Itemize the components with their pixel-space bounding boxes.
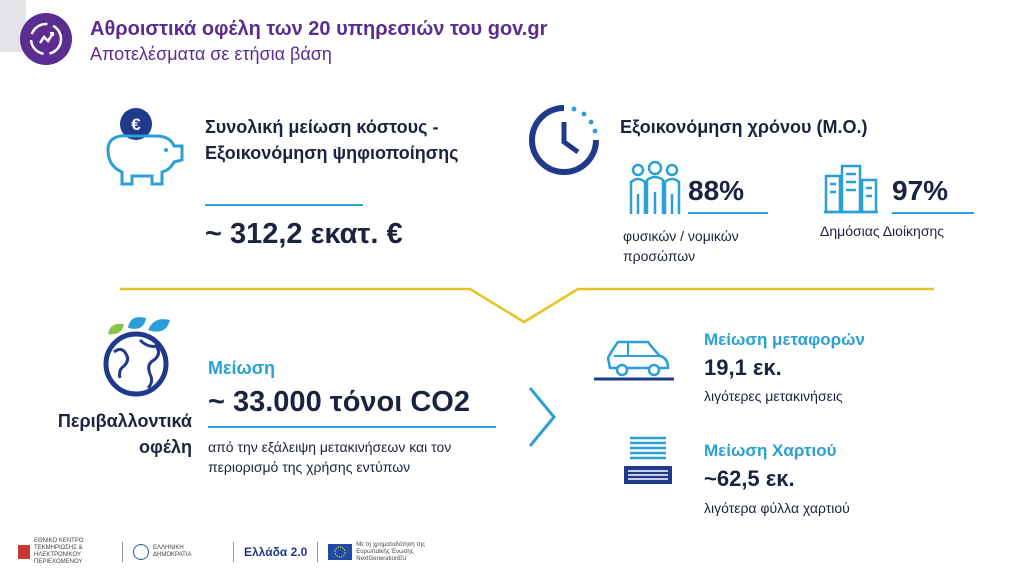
paper-stack-icon xyxy=(620,432,676,488)
car-icon xyxy=(592,330,676,382)
cost-value: ~ 312,2 εκατ. € xyxy=(205,218,403,250)
paper-description: λιγότερα φύλλα χαρτιού xyxy=(704,500,850,516)
citizens-label: φυσικών / νομικών προσώπων xyxy=(623,228,739,264)
piggy-bank-euro-icon xyxy=(100,104,186,186)
section-divider xyxy=(120,284,934,326)
chevron-right-icon xyxy=(526,384,560,450)
paper-value: ~62,5 εκ. xyxy=(704,466,795,491)
hellenic-seal-icon xyxy=(133,544,149,560)
eu-funding-text: Με τη χρηματοδότηση της Ευρωπαϊκής Ένωσης NextGenerationEU xyxy=(356,541,426,562)
transport-title: Μείωση μεταφορών xyxy=(704,330,865,349)
ekt-logo-mark-icon xyxy=(18,545,30,559)
environment-label: Περιβαλλοντικά οφέλη xyxy=(57,411,192,457)
svg-text:€: € xyxy=(131,115,141,134)
footer-separator xyxy=(233,542,234,562)
page-title: Αθροιστικά οφέλη των 20 υπηρεσιών του gov.gr xyxy=(90,18,548,40)
footer-logos xyxy=(18,538,426,566)
cost-label: Συνολική μείωση κόστους - Εξοικονόμηση ψηφιοποίησης xyxy=(205,117,459,163)
transport-value: 19,1 εκ. xyxy=(704,355,782,380)
co2-underline xyxy=(208,426,496,428)
page-subtitle: Αποτελέσματα σε ετήσια βάση xyxy=(90,44,332,64)
gov-cycle-logo-icon xyxy=(20,13,72,65)
hellenic-republic-logo xyxy=(133,544,223,560)
government-buildings-icon xyxy=(822,162,880,216)
co2-reduction-value: ~ 33.000 τόνοι CO2 xyxy=(208,386,470,418)
administration-percentage: 97% xyxy=(892,175,949,206)
greece-2-0-text: Ελλάδα 2.0 xyxy=(244,544,308,559)
eu-funding-logo xyxy=(328,542,426,563)
co2-reduction-description: από την εξάλειψη μετακινήσεων και τον περιορισμό της χρήσης εντύπων xyxy=(208,439,452,475)
administration-label: Δημόσιας Διοίκησης xyxy=(820,223,945,239)
greece-2-0-logo xyxy=(244,544,308,559)
eu-flag-icon xyxy=(328,544,352,560)
clock-icon xyxy=(526,102,602,178)
hellenic-republic-text: ΕΛΛΗΝΙΚΗ ΔΗΜΟΚΡΑΤΙΑ xyxy=(153,545,192,558)
people-group-icon xyxy=(626,160,684,216)
citizens-underline xyxy=(688,212,768,214)
ekt-logo xyxy=(18,538,112,566)
ekt-logo-text: ΕΘΝΙΚΟ ΚΕΝΤΡΟ ΤΕΚΜΗΡΙΩΣΗΣ & ΗΛΕΚΤΡΟΝΙΚΟΥ ΠΕΡΙΕΧΟΜΕΝΟΥ xyxy=(34,538,84,565)
administration-underline xyxy=(892,212,974,214)
footer-separator xyxy=(122,542,123,562)
transport-description: λιγότερες μετακινήσεις xyxy=(704,388,843,404)
time-saving-label: Εξοικονόμηση χρόνου (Μ.Ο.) xyxy=(620,117,868,137)
reduction-title: Μείωση xyxy=(208,358,276,378)
green-globe-icon xyxy=(96,312,184,398)
footer-separator xyxy=(317,542,318,562)
citizens-percentage: 88% xyxy=(688,175,745,206)
paper-title: Μείωση Χαρτιού xyxy=(704,441,837,460)
cost-underline xyxy=(205,204,363,206)
